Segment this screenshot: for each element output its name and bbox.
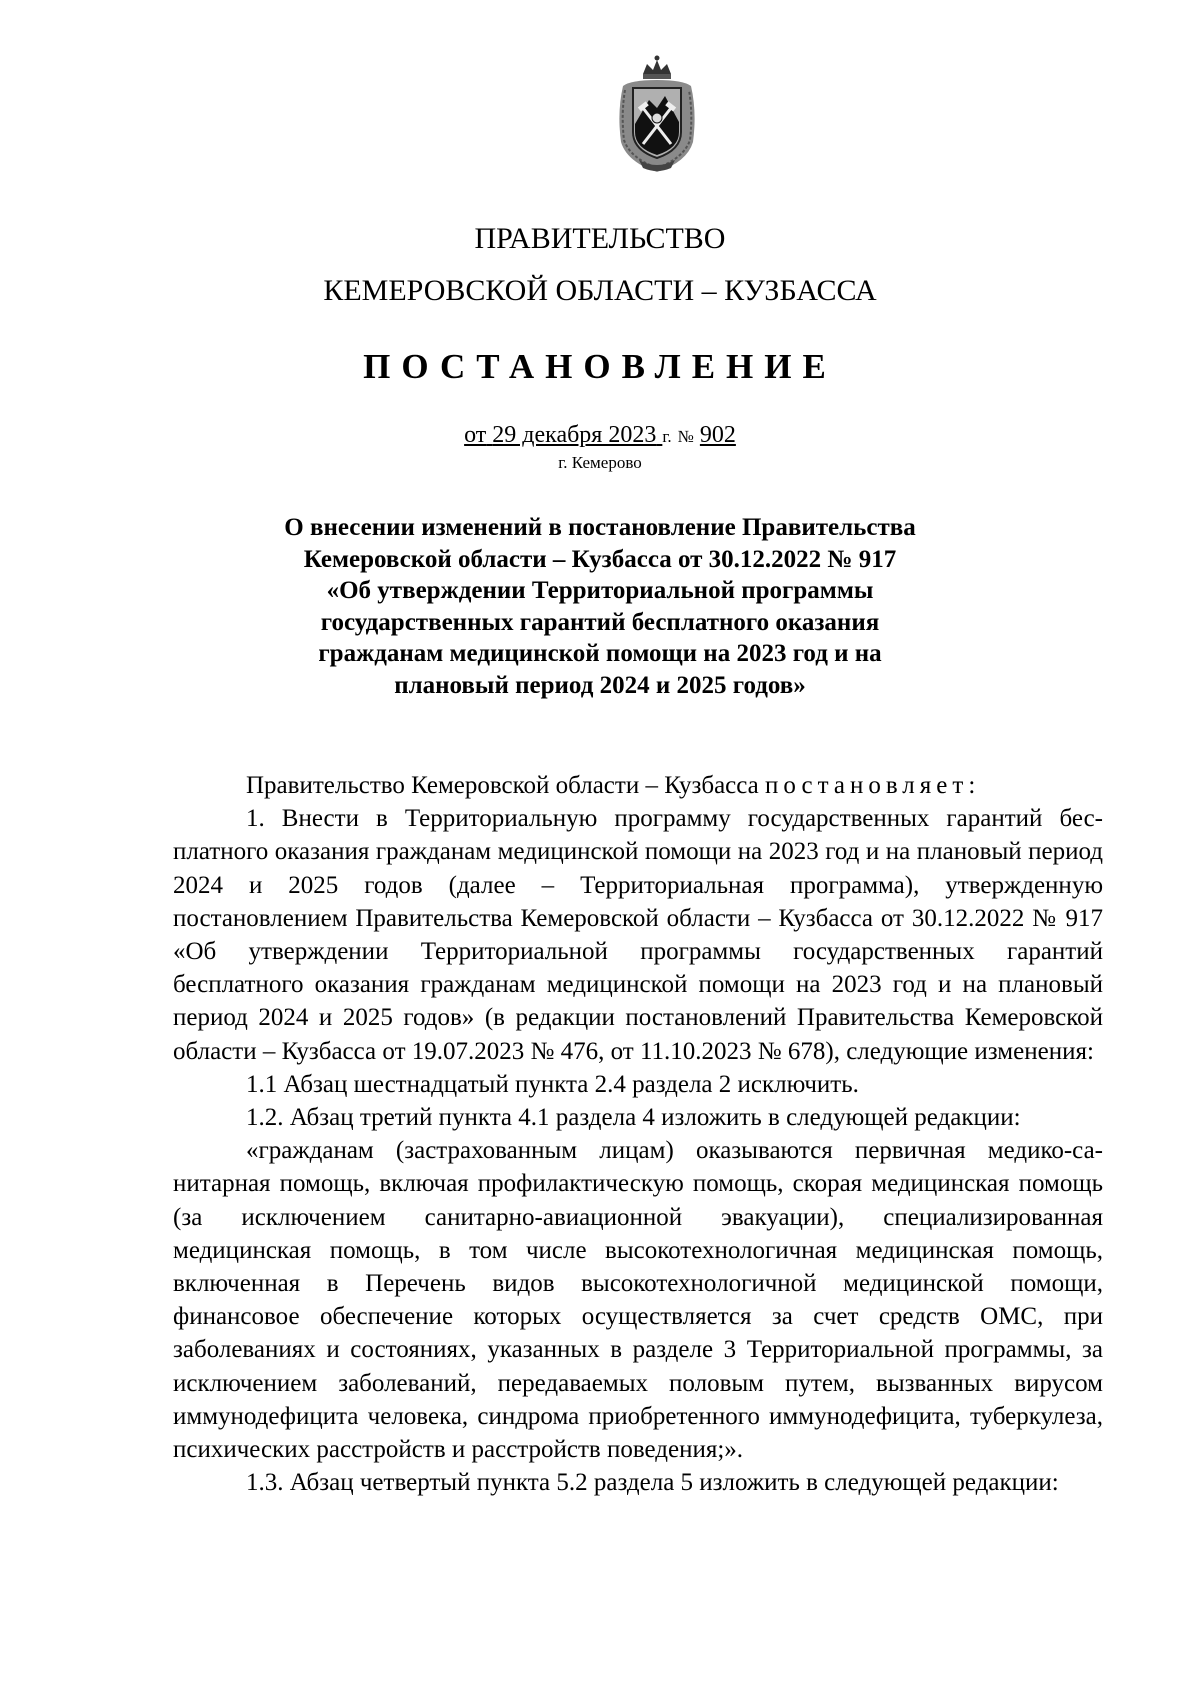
intro-text: Правительство Кемеровской области – Кузбасса — [246, 772, 759, 799]
date-prefix: от — [464, 422, 487, 448]
subject-line: О внесении изменений в постановление Правительства — [284, 514, 916, 541]
document-body — [173, 769, 1103, 1499]
government-name-line2: КЕМЕРОВСКОЙ ОБЛАСТИ – КУЗБАССА — [323, 274, 877, 307]
intro-resolves: постановляет — [765, 772, 969, 799]
paragraph-1-1: 1.1 Абзац шестнадцатый пункта 2.4 раздела 2 исключить. — [246, 1070, 859, 1098]
kemerovo-region-coat-of-arms-icon — [613, 52, 701, 176]
year-suffix: г. — [662, 427, 672, 446]
subject-line: гражданам медицинской помощи на 2023 год и на — [318, 640, 882, 667]
subject-line: «Об утверждении Территориальной программы — [326, 577, 874, 604]
quoted-paragraph: «гражданам (застрахованным лицам) оказываются первичная медико-санитарная помощь, включая профилактическую помощь, скорая медицинская помощь (за исключением санитарно-авиационной эвакуации), специализированная медицинская помощь, в том числе высокотехнологичная медицинская помощь, включенная в Перечень видов высокотехнологичной медицинской помощи, финансовое обеспечение которых осуществляется за счет средств ОМС, при заболеваниях и состояниях, указанных в разделе 3 Территориальной программы, за исключением заболеваний, передаваемых половым путем, вызванных вирусом иммунодефицита человека, синдрома приобретенного иммунодефицита, туберкулеза, психических расстройств и расстройств поведения;». — [173, 1137, 1103, 1464]
paragraph-1-2: 1.2. Абзац третий пункта 4.1 раздела 4 изложить в следующей редакции: — [246, 1104, 1021, 1132]
document-dateline — [0, 420, 1200, 452]
intro-paragraph — [173, 769, 1103, 802]
document-city: г. Кемерово — [558, 453, 642, 472]
subject-line: государственных гарантий бесплатного оказания — [320, 608, 880, 636]
intro-colon: : — [968, 772, 976, 799]
number-sign: № — [677, 427, 694, 446]
government-name-line1: ПРАВИТЕЛЬСТВО — [474, 222, 726, 255]
document-number: 902 — [699, 422, 736, 448]
subject-line: плановый период 2024 и 2025 годов» — [394, 671, 806, 699]
date-block — [464, 422, 662, 448]
paragraph-1-3: 1.3. Абзац четвертый пункта 5.2 раздела 5 изложить в следующей редакции: — [246, 1469, 1059, 1497]
paragraph-1: 1. Внести в Территориальную программу государственных гарантий бесплатного оказания гражданам медицинской помощи на 2023 год и на плановый период 2024 и 2025 годов (далее – Территориальная программа), утвержденную постановлением Правительства Кемеровской области – Кузбасса от 30.12.2022 № 917 «Об утверждении Территориальной программы государственных гарантий бесплатного оказания гражданам медицинской помощи на 2023 год и на плановый период 2024 и 2025 годов» (в редакции постановлений Правительства Кемеровской области – Кузбасса от 19.07.2023 № 476, от 11.10.2023 № 678), следующие изменения: — [173, 805, 1103, 1065]
document-type-title: ПОСТАНОВЛЕНИЕ — [363, 347, 837, 386]
document-subject — [0, 512, 1200, 701]
subject-line: Кемеровской области – Кузбасса от 30.12.2022 № 917 — [303, 545, 897, 573]
document-date: 29 декабря 2023 — [492, 422, 657, 448]
